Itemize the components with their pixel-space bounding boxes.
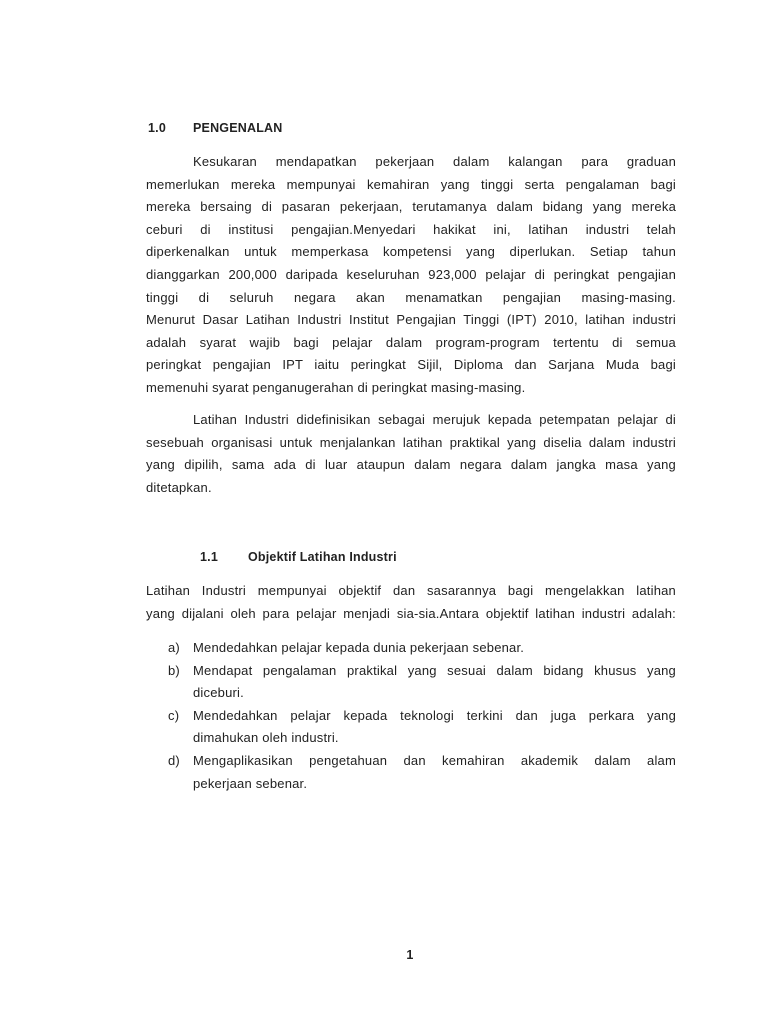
list-item-line: Mengaplikasikan pengetahuan dan kemahiran akademik dalam alam [193,752,676,768]
paragraph-line: yang dipilih, sama ada di luar ataupun dalam negara dalam jangka masa yang [146,457,676,473]
paragraph-line: memenuhi syarat penganugerahan di peringkat masing-masing. [146,379,526,395]
list-item [146,705,676,750]
paragraph-line: Kesukaran mendapatkan pekerjaan dalam kalangan para graduan [193,154,676,169]
intro-paragraph-2 [146,409,676,499]
paragraph-line: memerlukan mereka mempunyai kemahiran yang tinggi serta pengalaman bagi [146,176,676,192]
paragraph-line: ditetapkan. [146,479,212,495]
list-marker: b) [168,662,180,678]
objectives-list [146,637,676,795]
paragraph-line: dianggarkan 200,000 daripada keseluruhan 923,000 pelajar di peringkat pengajian [146,266,676,282]
paragraph-line: Latihan Industri mempunyai objektif dan sasarannya bagi mengelakkan latihan [146,583,676,598]
paragraph-line: ceburi di institusi pengajian.Menyedari hakikat ini, latihan industri telah [146,221,676,237]
list-item-line: dimahukan oleh industri. [193,730,339,746]
section-number: 1.0 [148,121,166,135]
list-item-line: Mendapat pengalaman praktikal yang sesuai dalam bidang khusus yang [193,662,676,678]
list-item-line: Mendedahkan pelajar kepada dunia pekerjaan sebenar. [193,640,525,655]
list-item [146,637,676,660]
list-marker: d) [168,752,180,768]
list-item-line: Mendedahkan pelajar kepada teknologi terkini dan juga perkara yang [193,707,676,723]
subsection-number: 1.1 [200,550,218,564]
paragraph-line: tinggi di seluruh negara akan menamatkan pengajian masing-masing. [146,289,676,305]
list-marker: a) [168,640,180,655]
subsection-heading [146,546,446,569]
list-item-line: pekerjaan sebenar. [193,775,308,791]
paragraph-line: diperkenalkan untuk memperkasa kompetensi yang diperlukan. Setiap tahun [146,244,676,260]
paragraph-line: peringkat pengajian IPT iaitu peringkat Sijil, Diploma dan Sarjana Muda bagi [146,357,676,373]
section-title: PENGENALAN [193,121,283,135]
list-item [146,660,676,705]
list-item [146,750,676,795]
paragraph-line: adalah syarat wajib bagi pelajar dalam program-program tertentu di semua [146,334,676,350]
intro-paragraph-1 [146,151,676,400]
list-marker: c) [168,707,180,723]
paragraph-line: yang dijalani oleh para pelajar menjadi sia-sia.Antara objektif latihan industri adalah: [146,605,676,621]
section-heading [146,117,446,140]
paragraph-line: Menurut Dasar Latihan Industri Institut Pengajian Tinggi (IPT) 2010, latihan industri [146,312,676,328]
objectives-intro-paragraph [146,580,676,625]
paragraph-line: sesebuah organisasi untuk menjalankan latihan praktikal yang diselia dalam industri [146,434,676,450]
paragraph-line: Latihan Industri didefinisikan sebagai merujuk kepada petempatan pelajar di [193,412,676,427]
list-item-line: diceburi. [193,685,244,701]
paragraph-line: mereka bersaing di pasaran pekerjaan, terutamanya dalam bidang yang mereka [146,199,676,215]
subsection-title: Objektif Latihan Industri [248,550,397,564]
page-number: 1 [406,948,414,962]
